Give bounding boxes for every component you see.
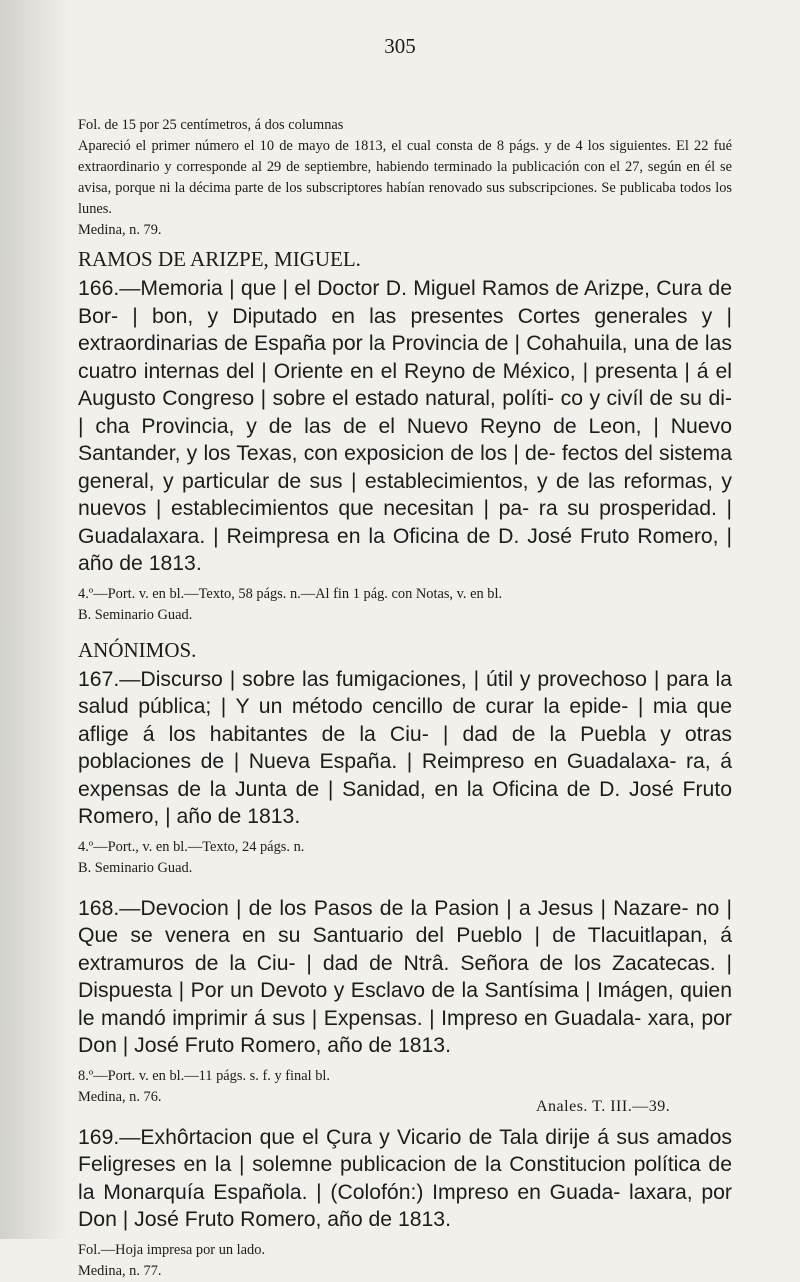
entry-166: 166.—Memoria | que | el Doctor D. Miguel Ramos de Arizpe, Cura de Bor- | bon, y Diputado en las presentes Cortes generales y | extraordinarias de España por la Provincia de | Cohahuila, una de las cuatro internas del | Oriente en el Reyno de México, | presenta | á el Augusto Congreso | sobre el estado natural, políti- co y civíl de su di- | cha Provincia, y de las de el Nuevo Reyno de Leon, | Nuevo Santander, y los Texas, con exposicion de los | de- fectos del sistema general, y particular de sus | establecimientos, y de las reformas, y nuevos | establecimientos que necesitan | pa- ra su prosperidad. | Guadalaxara. | Reimpresa en la Oficina de D. José Fruto Romero, | año de 1813. <box>78 277 732 575</box>
entry-168: 168.—Devocion | de los Pasos de la Pasion | a Jesus | Nazare- no | Que se venera en su Santuario del Pueblo | de Tlacuitlapan, á extramuros de la Ciu- | dad de Ntrâ. Señora de los Zacatecas. | Dispuesta | Por un Devoto y Esclavo de la Santísima | Imágen, quien le mandó imprimir á sus | Expensas. | Impreso en Guadala- xara, por Don | José Fruto Romero, año de 1813. <box>78 896 732 1057</box>
entry-169-ref: Medina, n. 77. <box>78 1262 162 1279</box>
intro-paragraph: Apareció el primer número el 10 de mayo de 1813, el cual consta de 8 págs. y de 4 los siguientes. El 22 fué extraordinario y corresponde al 29 de septiembre, habiendo terminado la publicación con el 27, según en él se avisa, porque ni la décima parte de los subscriptores habían renovado sus subscripciones. Se publicaba todos los lunes. <box>78 138 732 217</box>
entry-168-note: 8.º—Port. v. en bl.—11 págs. s. f. y final bl. <box>78 1067 331 1084</box>
footer-signature: Anales. T. III.—39. <box>536 1098 671 1115</box>
entry-167: 167.—Discurso | sobre las fumigaciones, | útil y provechoso | para la salud pública; | Y un método cencillo de curar la epide- | mia que aflige á los habitantes de la Ciu- | dad de la Puebla y otras poblaciones de | Nueva España. | Reimpreso en Guadalaxa- ra, á expensas de la Junta de | Sanidad, en la Oficina de D. José Fruto Romero, | año de 1813. <box>78 667 732 828</box>
entry-169: 169.—Exhôrtacion que el Çura y Vicario de Tala dirije á sus amados Feligreses en la | solemne publicacion de la Constitucion política de la Monarquía Española. | (Colofón:) Impreso en Guada- laxara, por Don | José Fruto Romero, año de 1813. <box>78 1125 732 1231</box>
entry-167-ref: B. Seminario Guad. <box>78 859 193 876</box>
page-number: 305 <box>384 34 416 58</box>
intro-reference: Medina, n. 79. <box>78 222 162 238</box>
author-heading-ramos: RAMOS DE ARIZPE, MIGUEL. <box>78 247 361 271</box>
intro-format-line: Fol. de 15 por 25 centímetros, á dos columnas <box>78 117 344 133</box>
entry-167-note: 4.º—Port., v. en bl.—Texto, 24 págs. n. <box>78 838 305 855</box>
page-edge-shadow <box>0 0 70 1239</box>
entry-169-note: Fol.—Hoja impresa por un lado. <box>78 1241 266 1258</box>
author-heading-anonimos: ANÓNIMOS. <box>78 637 197 662</box>
entry-166-note: 4.º—Port. v. en bl.—Texto, 58 págs. n.—Al fin 1 pág. con Notas, v. en bl. <box>78 585 503 602</box>
entry-168-ref: Medina, n. 76. <box>78 1088 162 1105</box>
entry-166-ref: B. Seminario Guad. <box>78 606 193 623</box>
